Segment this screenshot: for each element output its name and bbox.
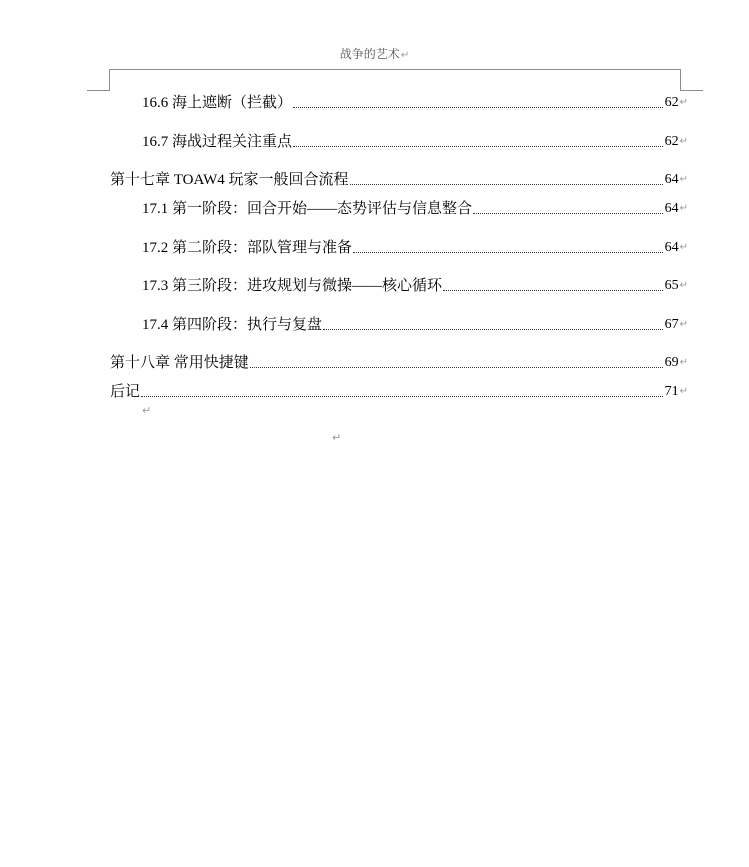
toc-entry-page: 62 <box>664 95 679 110</box>
toc-entry-page: 71 <box>664 384 679 399</box>
header-rule <box>110 69 680 70</box>
crop-mark-left <box>109 69 110 91</box>
running-header <box>0 45 749 62</box>
toc-entry-page: 62 <box>664 134 679 149</box>
header-title-text: 战争的艺术 <box>339 47 400 61</box>
paragraph-mark-icon: ↵ <box>332 431 342 444</box>
toc-entry-page: 64 <box>664 201 679 216</box>
paragraph-mark-icon: ↵ <box>679 97 688 108</box>
toc-entry-afterword[interactable] <box>110 381 688 401</box>
toc-entry-title: 第十八章 常用快捷键 <box>110 355 249 371</box>
paragraph-mark-icon: ↵ <box>679 242 688 253</box>
toc-entry-page: 64 <box>664 172 679 187</box>
toc-entry-chapter-18[interactable] <box>110 352 688 372</box>
dot-leader <box>443 290 663 291</box>
paragraph-mark-icon: ↵ <box>679 319 688 330</box>
paragraph-mark-icon: ↵ <box>679 280 688 291</box>
dot-leader <box>250 367 663 368</box>
dot-leader <box>353 252 663 253</box>
paragraph-mark-icon: ↵ <box>679 386 688 397</box>
paragraph-mark-icon: ↵ <box>679 136 688 147</box>
dot-leader <box>350 184 663 185</box>
toc-entry-title: 16.6 海上遮断（拦截） <box>142 95 293 111</box>
toc-entry-title: 16.7 海战过程关注重点 <box>142 134 293 150</box>
paragraph-mark-icon: ↵ <box>679 203 688 214</box>
toc-entry-page: 69 <box>664 355 679 370</box>
toc-entry-17-1[interactable] <box>142 198 688 218</box>
paragraph-mark-icon: ↵ <box>142 404 152 417</box>
dot-leader <box>141 396 663 397</box>
toc-entry-17-2[interactable] <box>142 237 688 257</box>
toc-entry-16-6[interactable] <box>142 92 688 112</box>
paragraph-mark-icon: ↵ <box>400 50 410 61</box>
toc-entry-title: 第十七章 TOAW4 玩家一般回合流程 <box>110 172 349 188</box>
toc-entry-17-4[interactable] <box>142 314 688 334</box>
paragraph-mark-icon: ↵ <box>679 174 688 185</box>
toc-entry-title: 17.4 第四阶段：执行与复盘 <box>142 317 323 333</box>
crop-mark-right-horizontal <box>681 90 703 91</box>
toc-entry-page: 64 <box>664 240 679 255</box>
toc-entry-16-7[interactable] <box>142 131 688 151</box>
crop-mark-left-horizontal <box>87 90 109 91</box>
toc-entry-title: 17.1 第一阶段：回合开始——态势评估与信息整合 <box>142 201 473 217</box>
toc-entry-title: 17.2 第二阶段：部队管理与准备 <box>142 240 353 256</box>
toc-entry-chapter-17[interactable] <box>110 169 688 189</box>
toc-entry-17-3[interactable] <box>142 275 688 295</box>
dot-leader <box>293 107 663 108</box>
toc-entry-title: 17.3 第三阶段：进攻规划与微操——核心循环 <box>142 278 443 294</box>
toc-entry-page: 67 <box>664 317 679 332</box>
toc-entry-page: 65 <box>664 278 679 293</box>
dot-leader <box>293 146 663 147</box>
crop-mark-right <box>680 69 681 91</box>
dot-leader <box>473 213 663 214</box>
dot-leader <box>323 329 663 330</box>
paragraph-mark-icon: ↵ <box>679 357 688 368</box>
toc-entry-title: 后记 <box>110 384 141 400</box>
